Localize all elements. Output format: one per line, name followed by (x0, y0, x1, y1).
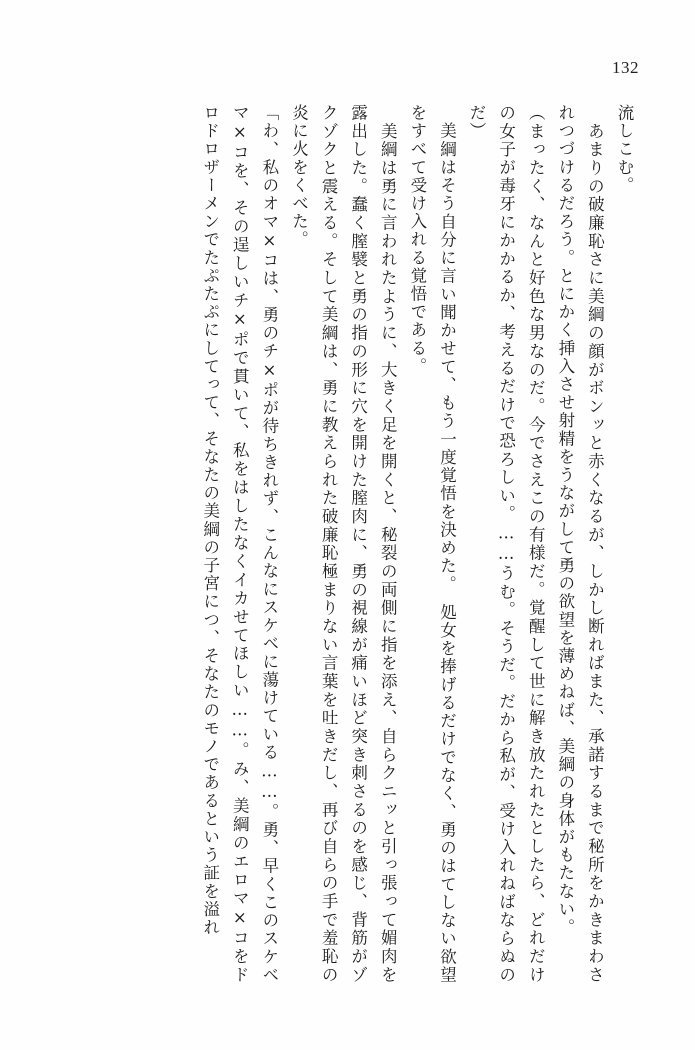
paragraph: あまりの破廉恥さに美綱の顔がボンッと赤くなるが、しかし断ればまた、承諾するまで秘所をかきまわされつづけるだろう。とにかく挿入させ射精をうながして勇の欲望を薄めねば、美綱の身体がもたない。 (555, 104, 605, 984)
paragraph: （まったく、なんと好色な男なのだ。今でさえこの有様だ。覚醒して世に解き放たれたとしたら、どれだけの女子が毒牙にかかるか、考えるだけで恐ろしい。……うむ。そうだ。だから私が、受け入れねばならぬのだ） (467, 104, 546, 984)
paragraph: 美綱はそう自分に言い聞かせて、もう一度覚悟を決めた。 処女を捧げるだけでなく、勇のはてしない欲望をすべて受け入れる覚悟である。 (407, 104, 457, 984)
body-text (56, 104, 639, 984)
paragraph: 美綱は勇に言われたように、大きく足を開くと、秘裂の両側に指を添え、自らクニッと引っ張って媚肉を露出した。蠢く膣襞と勇の指の形に穴を開けた膣肉に、勇の視線が痛いほど突き刺さるのを感じ、背筋がゾクゾクと震える。そして美綱は、勇に教えられた破廉恥極まりない言葉を吐きだし、再び自らの手で羞恥の炎に火をくべた。 (289, 104, 398, 984)
paragraph: 「わ、私のオマ×コは、勇のチ×ポが待ちきれず、こんなにスケベに蕩けている……。勇、早くこのスケベマ×コを、その逞しいチ×ポで貫いて、私をはしたなくイカせてほしい……。み、美綱のエロマ×コをドロドロザーメンでたぷたぷにしてって、そなたの美綱の子宮につ、そなたのモノであるという証を溢れ (200, 104, 279, 984)
page-number: 132 (612, 58, 639, 77)
paragraph: 流しこむ。 (615, 104, 634, 195)
